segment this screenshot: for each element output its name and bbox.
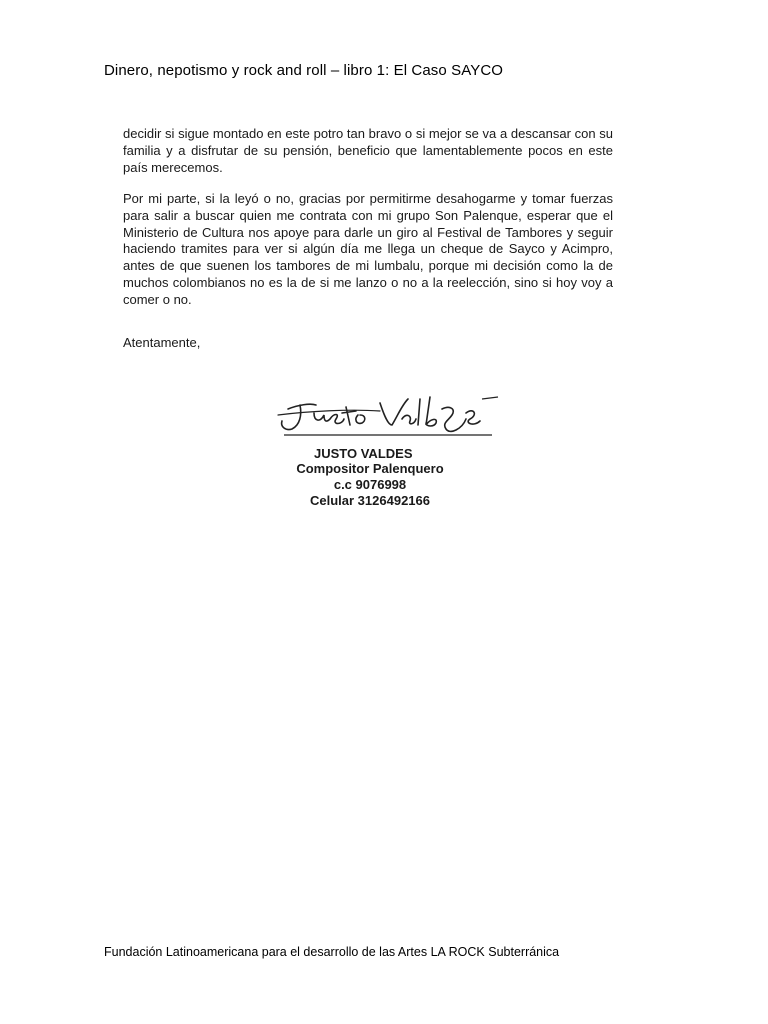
handwritten-signature bbox=[270, 385, 510, 449]
signatory-id: c.c 9076998 bbox=[333, 477, 407, 492]
letter-closing: Atentamente, bbox=[123, 335, 201, 350]
page-footer: Fundación Latinoamericana para el desarrollo de las Artes LA ROCK Subterránica bbox=[104, 945, 560, 959]
signatory-details bbox=[270, 461, 470, 509]
letter-paragraph-2: Por mi parte, si la leyó o no, gracias por permitirme desahogarme y tomar fuerzas para salir a buscar quien me contrata con mi grupo Son Palenque, esperar que el Ministerio de Cultura nos apoye para darle un giro al Festival de Tambores y seguir haciendo tramites para ver si algún día me llega un cheque de Sayco y Acimpro, antes de que suenen los tambores de mi lumbalu, porque mi decisión como la de muchos colombianos no es la de si me lanzo o no a la reelección, sino si hoy voy a comer o no. bbox=[123, 191, 613, 307]
signatory-name: JUSTO VALDES bbox=[314, 446, 413, 461]
letter-paragraph-1: decidir si sigue montado en este potro tan bravo o si mejor se va a descansar con su familia y a disfrutar de su pensión, beneficio que lamentablemente pocos en este país merecemos. bbox=[123, 126, 613, 175]
page-header: Dinero, nepotismo y rock and roll – libro 1: El Caso SAYCO bbox=[104, 62, 504, 79]
signature-block bbox=[270, 385, 510, 515]
letter-body bbox=[123, 126, 613, 307]
signatory-title: Compositor Palenquero bbox=[296, 461, 444, 476]
signatory-phone: Celular 3126492166 bbox=[310, 493, 430, 508]
